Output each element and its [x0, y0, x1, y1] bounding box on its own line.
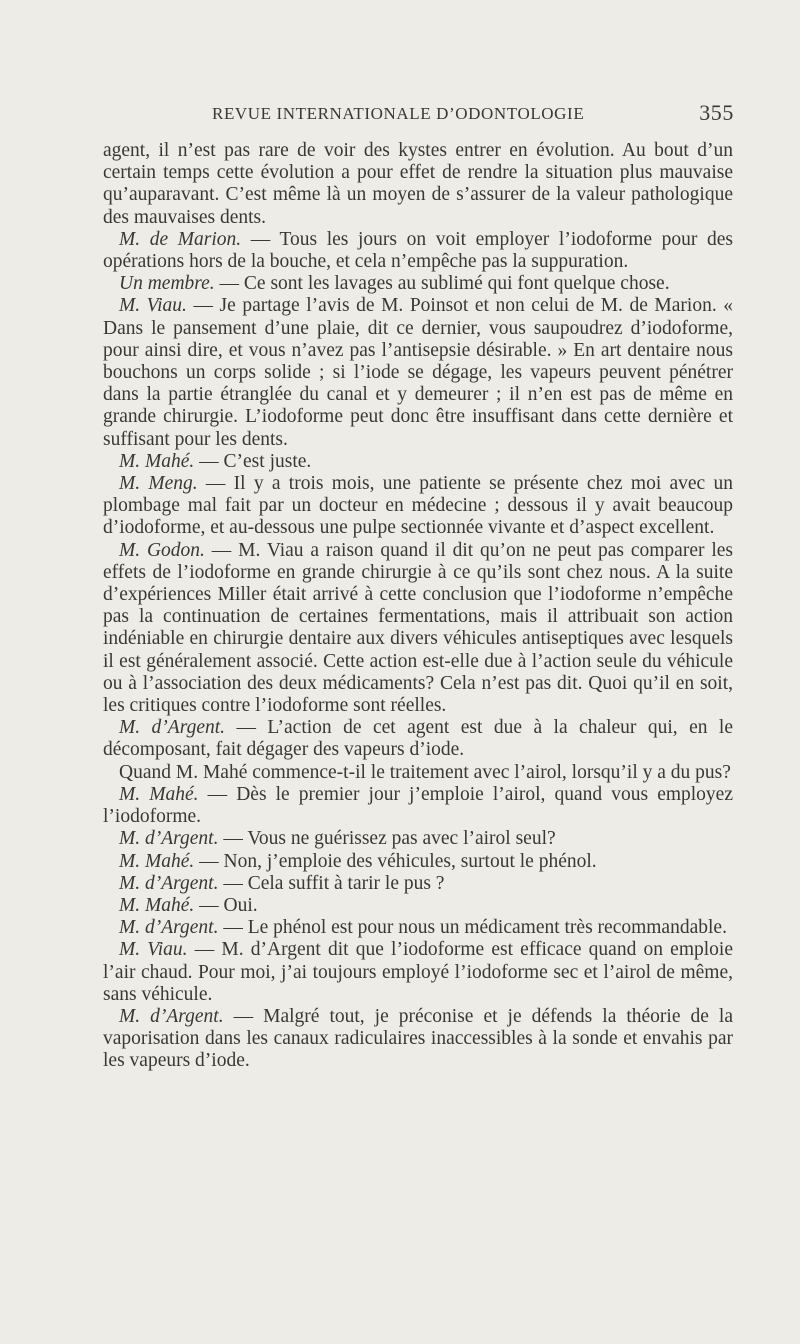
- paragraph: [103, 762, 733, 784]
- paragraph: [103, 140, 733, 229]
- paragraph-text: — C’est juste.: [194, 450, 312, 472]
- paragraph-text: — Non, j’emploie des véhicules, surtout le phénol.: [194, 850, 597, 872]
- speaker-name: M. Mahé.: [119, 850, 195, 872]
- paragraph-text: — Dès le premier jour j’emploie l’airol, quand vous employez l’iodoforme.: [103, 783, 733, 828]
- speaker-name: Un membre.: [119, 273, 215, 295]
- paragraph: [103, 295, 733, 450]
- paragraph-text: — M. d’Argent dit que l’iodoforme est efficace quand on emploie l’air chaud. Pour moi, j’ai toujours employé l’iodoforme sec et l’airol de même, sans véhicule.: [103, 939, 733, 1005]
- running-header: [104, 100, 734, 130]
- speaker-name: M. Mahé.: [119, 894, 195, 916]
- speaker-name: M. d’Argent.: [119, 1005, 224, 1027]
- paragraph: [103, 895, 733, 917]
- paragraph: [103, 873, 733, 895]
- speaker-name: M. d’Argent.: [119, 872, 219, 894]
- paragraph: [103, 939, 733, 1006]
- speaker-name: M. d’Argent.: [119, 717, 226, 739]
- paragraph: [103, 851, 733, 873]
- paragraph-text: — Cela suffit à tarir le pus ?: [218, 872, 445, 894]
- speaker-name: M. Viau.: [119, 939, 188, 961]
- paragraph-text: — Ce sont les lavages au sublimé qui font quelque chose.: [214, 273, 670, 295]
- speaker-name: M. Mahé.: [119, 783, 199, 805]
- paragraph-text: — Tous les jours on voit employer l’iodoforme pour des opérations hors de la bouche, et cela n’empêche pas la suppuration.: [103, 228, 733, 273]
- speaker-name: M. Meng.: [119, 473, 198, 495]
- speaker-name: M. d’Argent.: [119, 917, 219, 939]
- paragraph-text: — Le phénol est pour nous un médicament très recommandable.: [218, 917, 727, 939]
- paragraph: [103, 784, 733, 828]
- paragraph: [103, 273, 733, 295]
- journal-title: REVUE INTERNATIONALE D’ODONTOLOGIE: [212, 104, 585, 123]
- paragraph-text: — Vous ne guérissez pas avec l’airol seul?: [218, 828, 556, 850]
- paragraph-text: — Oui.: [194, 894, 258, 916]
- paragraph: [103, 917, 733, 939]
- speaker-name: M. Viau.: [119, 295, 187, 317]
- paragraph-text: — Malgré tout, je préconise et je défends la théorie de la vaporisation dans les canaux radiculaires inaccessibles à la sonde et envahis par les vapeurs d’iode.: [103, 1005, 733, 1072]
- page-body: [103, 140, 733, 1073]
- speaker-name: M. d’Argent.: [119, 828, 219, 850]
- paragraph-text: — Je partage l’avis de M. Poinsot et non celui de M. de Marion. « Dans le pansement d’une plaie, dit ce dernier, vous saupoudrez d’iodoforme, pour ainsi dire, et vous n’avez pas l’antisepsie désirable. » En art dentaire nous bouchons un corps solide ; si l’iode se dégage, les vapeurs peuvent pénétrer dans la partie étranglée du canal et y demeurer ; il n’en est pas de même en grande chirurgie. L’iodoforme peut donc être insuffisant dans cette dernière et suffisant pour les dents.: [103, 295, 733, 450]
- speaker-name: M. Godon.: [119, 539, 205, 561]
- paragraph: [103, 828, 733, 850]
- speaker-name: M. de Marion.: [119, 228, 242, 250]
- paragraph-text: Quand M. Mahé commence-t-il le traitement avec l’airol, lorsqu’il y a du pus?: [119, 761, 731, 783]
- page-number: 355: [699, 100, 734, 125]
- paragraph: [103, 717, 733, 761]
- paragraph-text: — L’action de cet agent est due à la chaleur qui, en le décomposant, fait dégager des vapeurs d’iode.: [103, 717, 734, 761]
- paragraph-text: — M. Viau a raison quand il dit qu’on ne peut pas comparer les effets de l’iodoforme en grande chirurgie à ce qu’ils sont chez nous. A la suite d’expériences Miller était arrivé à cette conclusion que l’iodoforme n’empêche pas la continuation de certaines fermentations, mais il attribuait son action indéniable en chirurgie dentaire aux divers véhicules antiseptiques avec lesquels il est généralement associé. Cette action est-elle due à l’action seule du véhicule ou à l’association des deux médicaments? Cela n’est pas dit. Quoi qu’il en soit, les critiques contre l’iodoforme sont réelles.: [103, 539, 733, 717]
- paragraph: [103, 540, 733, 718]
- paragraph-text: agent, il n’est pas rare de voir des kystes entrer en évolution. Au bout d’un certain temps cette évolution a pour effet de rendre la situation plus mauvaise qu’auparavant. C’est même là un moyen de s’assurer de la valeur pathologique des mauvaises dents.: [103, 140, 733, 228]
- paragraph: [103, 1006, 733, 1073]
- speaker-name: M. Mahé.: [119, 450, 195, 472]
- paragraph: [103, 473, 733, 540]
- paragraph-text: — Il y a trois mois, une patiente se présente chez moi avec un plombage mal fait par un docteur en médecine ; dessous il y avait beaucoup d’iodoforme, et au-dessous une pulpe sectionnée vivante et d’aspect excellent.: [103, 473, 733, 539]
- paragraph: [103, 451, 733, 473]
- paragraph: [103, 229, 733, 273]
